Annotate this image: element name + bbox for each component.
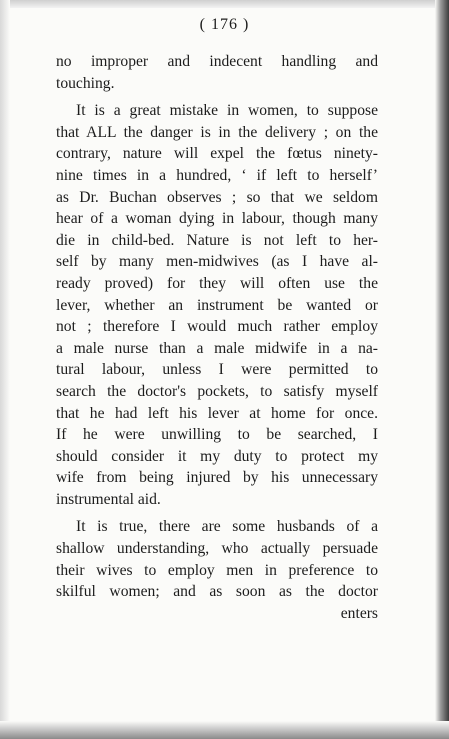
page-number: ( 176 ): [199, 16, 250, 33]
text-line: touching.: [56, 74, 115, 92]
text-line: search the doctor's pockets, to satisfy myself: [56, 382, 378, 400]
text-line: should consider it my duty to protect my: [56, 447, 378, 465]
text-line: It is true, there are some husbands of a: [76, 518, 378, 536]
text-line: skilful women; and as soon as the doctor: [56, 583, 378, 601]
text-line: self by many men-midwives (as I have al-: [56, 253, 378, 271]
text-line: die in child-bed. Nature is not left to her-: [56, 231, 378, 249]
scan-right-edge: [435, 0, 449, 739]
text-line: nine times in a hundred, ‘ if left to herself’: [56, 166, 378, 184]
text-line: that he had left his lever at home for once.: [56, 404, 378, 422]
text-line: It is a great mistake in women, to suppose: [76, 102, 378, 120]
text-line: as Dr. Buchan observes ; so that we seldom: [56, 188, 378, 206]
text-line: contrary, nature will expel the fœtus ninety-: [56, 145, 378, 163]
text-line: no improper and indecent handling and: [56, 53, 378, 70]
scan-left-edge: [0, 0, 10, 739]
body-text: [56, 51, 378, 624]
text-line: shallow understanding, who actually persuade: [56, 540, 378, 558]
scan-top-edge: [0, 0, 449, 8]
text-line: hear of a woman dying in labour, though many: [56, 210, 378, 228]
text-line: tural labour, unless I were permitted to: [56, 361, 378, 379]
text-line: their wives to employ men in preference to: [56, 561, 378, 579]
text-line: If he were unwilling to be searched, I: [56, 426, 378, 444]
catchword: enters: [340, 604, 378, 622]
text-line: wife from being injured by his unnecessary: [56, 469, 378, 487]
text-line: a male nurse than a male midwife in a na-: [56, 339, 378, 357]
text-line: instrumental aid.: [56, 490, 161, 508]
text-line: ready proved) for they will often use the: [56, 274, 378, 292]
text-line: that ALL the danger is in the delivery ; on the: [56, 123, 378, 141]
text-line: not ; therefore I would much rather employ: [56, 318, 378, 336]
text-line: lever, whether an instrument be wanted or: [56, 296, 378, 314]
scan-bottom-edge: [0, 721, 449, 739]
